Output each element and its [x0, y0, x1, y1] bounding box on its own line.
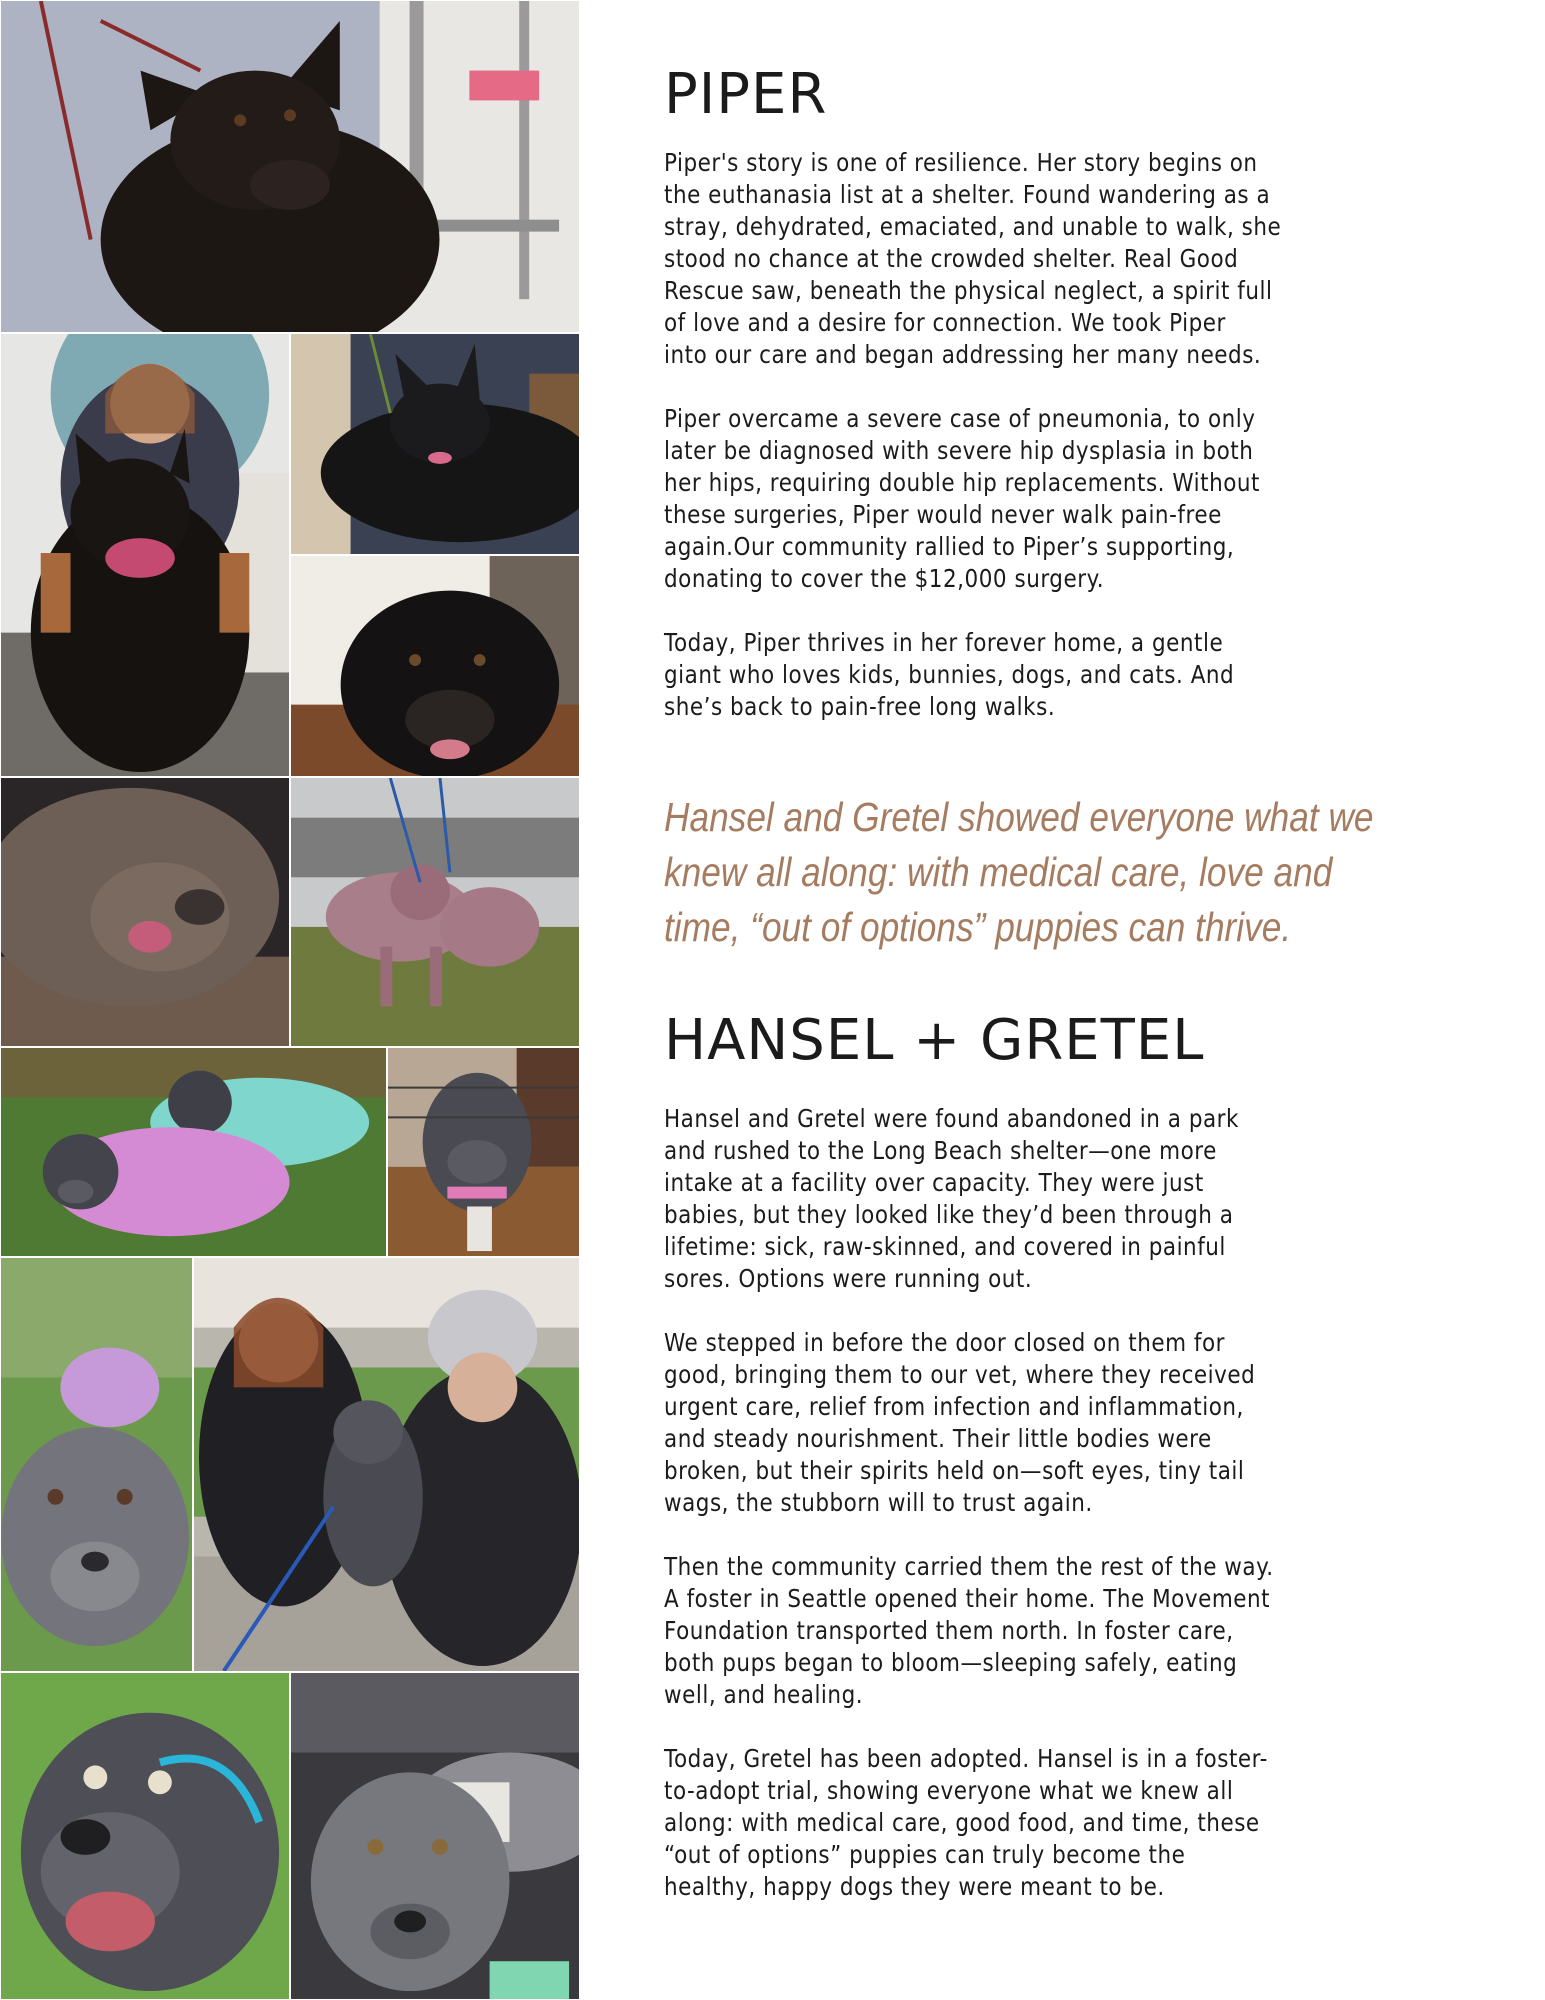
piper-paragraph-1: Piper's story is one of resilience. Her story begins on the euthanasia list at a shelter. Found wandering as a stray, dehydrated, emaciated, and unable to walk, she stood no chance at the crowded shelter. Real Good Rescue saw, beneath the physical neglect, a spirit full of love and a desire for connection. We took Piper into our care and began addressing her many needs. [664, 148, 1282, 369]
photo-piper-lying [290, 333, 580, 555]
hansel-gretel-story [664, 1103, 1494, 1935]
hansel-gretel-paragraph-3: Then the community carried them the rest of the way. A foster in Seattle opened their home. The Movement Foundation transported them north. In foster care, both pups began to bloom—sleeping safely, eating well, and healing. [664, 1552, 1274, 1709]
photo-piper-shelter [0, 0, 580, 333]
hansel-gretel-paragraph-4: Today, Gretel has been adopted. Hansel is in a foster- to-adopt trial, showing everyone what we knew all along: with medical care, good food, and time, these “out of options” puppies can truly become the healthy, happy dogs they were meant to be. [664, 1744, 1268, 1901]
piper-paragraph-2: Piper overcame a severe case of pneumonia, to only later be diagnosed with severe hip dysplasia in both her hips, requiring double hip replacements. Without these surgeries, Piper would never walk pain-free again.Our community rallied to Piper’s supporting, donating to cover the $12,000 surgery. [664, 404, 1261, 593]
piper-story [664, 147, 1494, 755]
photo-puppies-leashed [290, 777, 580, 1047]
photo-collage [0, 0, 580, 2000]
photo-piper-closeup [290, 555, 580, 777]
photo-women-with-puppy [193, 1257, 580, 1672]
photo-puppy-sleeping [0, 777, 290, 1047]
hansel-gretel-paragraph-1: Hansel and Gretel were found abandoned in a park and rushed to the Long Beach shelter—one more intake at a facility over capacity. They were just babies, but they looked like they’d been through a lifetime: sick, raw-skinned, and covered in painful sores. Options were running out. [664, 1104, 1240, 1293]
pull-quote: Hansel and Gretel showed everyone what we knew all along: with medical care, love and time, “out of options” puppies can thrive. [664, 794, 1374, 950]
photo-puppy-in-car [290, 1672, 580, 2000]
piper-paragraph-3: Today, Piper thrives in her forever home, a gentle giant who loves kids, bunnies, dogs, and cats. And she’s back to pain-free long walks. [664, 628, 1235, 721]
photo-puppy-on-grass [0, 1257, 193, 1672]
photo-puppy-looking-up [0, 1672, 290, 2000]
photo-piper-with-woman [0, 333, 290, 777]
piper-title: PIPER [664, 62, 828, 127]
photo-puppy-in-crate [387, 1047, 580, 1257]
photo-puppies-in-shirts [0, 1047, 387, 1257]
hansel-gretel-title: HANSEL + GRETEL [664, 1008, 1205, 1073]
hansel-gretel-paragraph-2: We stepped in before the door closed on them for good, bringing them to our vet, where they received urgent care, relief from infection and inflammation, and steady nourishment. Their little bodies were broken, but their spirits held on—soft eyes, tiny tail wags, the stubborn will to trust again. [664, 1328, 1256, 1517]
